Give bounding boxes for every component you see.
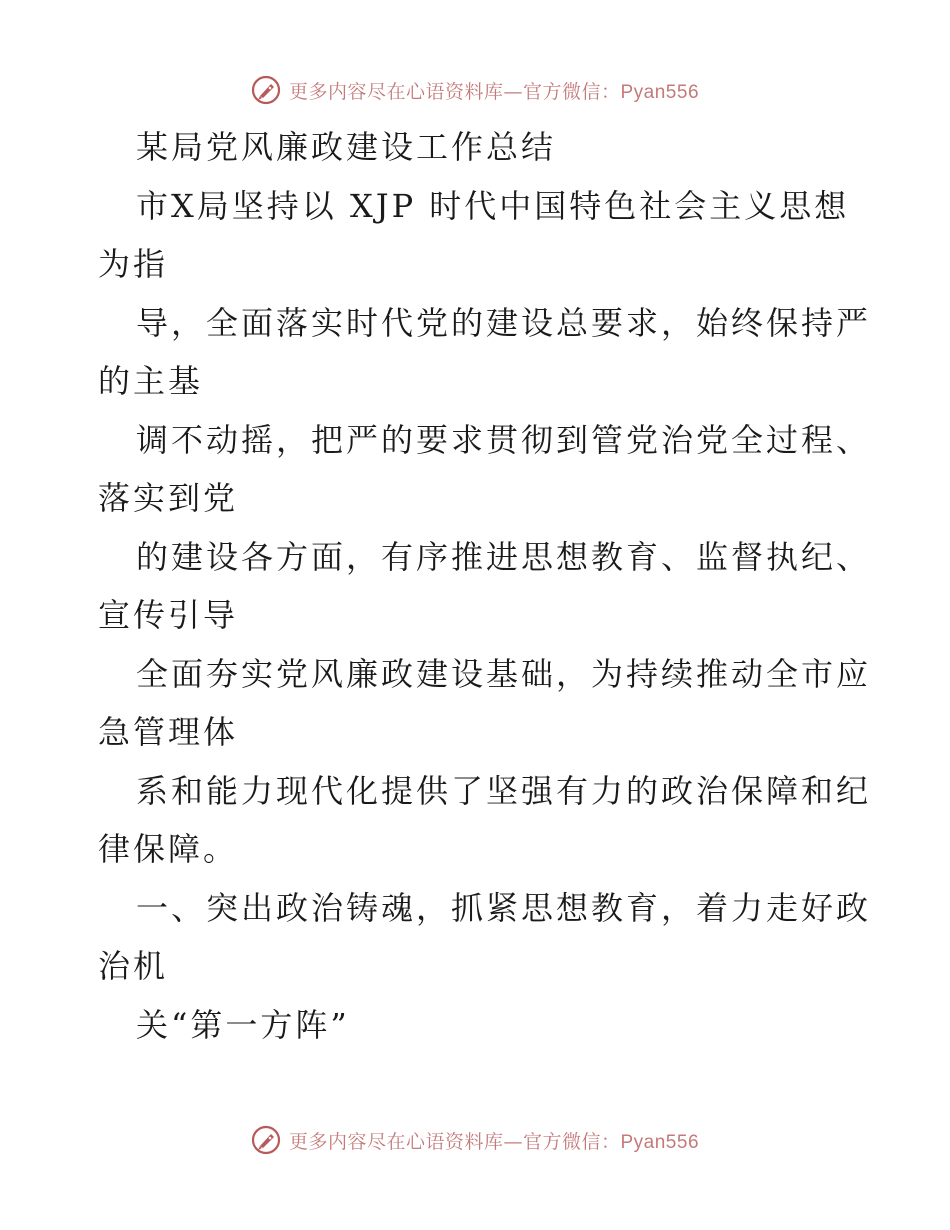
banner-text xyxy=(289,77,699,104)
paragraph-line: 系和能力现代化提供了坚强有力的政治保障和纪 xyxy=(136,771,872,810)
paragraph-line: 治机 xyxy=(98,947,169,985)
document-body xyxy=(98,118,872,1054)
paragraph-line: 律保障。 xyxy=(98,830,239,868)
paragraph-line: 急管理体 xyxy=(98,713,239,751)
fountain-pen-logo-icon xyxy=(251,75,281,105)
banner-wechat-id: Pyan556 xyxy=(620,1131,700,1153)
header-banner xyxy=(0,70,950,110)
paragraph-line: 的建设各方面，有序推进思想教育、监督执纪、 xyxy=(136,537,872,576)
paragraph-line: 导，全面落实时代党的建设总要求，始终保持严 xyxy=(136,303,872,342)
banner-text-cn: 更多内容尽在心语资料库—官方微信： xyxy=(288,80,621,103)
banner-wechat-id: Pyan556 xyxy=(620,81,700,103)
banner-text-cn: 更多内容尽在心语资料库—官方微信： xyxy=(288,1130,621,1153)
paragraph-line: 调不动摇，把严的要求贯彻到管党治党全过程、 xyxy=(136,420,872,459)
paragraph-line: 市X局坚持以 XJP 时代中国特色社会主义思想 xyxy=(136,186,850,225)
banner-text xyxy=(289,1127,699,1154)
paragraph-line: 为指 xyxy=(98,245,169,283)
paragraph-line: 落实到党 xyxy=(98,479,239,517)
paragraph-line: 一、突出政治铸魂，抓紧思想教育，着力走好政 xyxy=(136,888,872,927)
paragraph-line: 的主基 xyxy=(98,362,204,400)
paragraph-line: 全面夯实党风廉政建设基础，为持续推动全市应 xyxy=(136,654,872,693)
footer-banner xyxy=(0,1120,950,1160)
paragraph-line: 宣传引导 xyxy=(98,596,239,634)
document-title: 某局党风廉政建设工作总结 xyxy=(136,128,557,166)
paragraph-line: 关“第一方阵” xyxy=(136,1005,350,1044)
fountain-pen-logo-icon xyxy=(251,1125,281,1155)
